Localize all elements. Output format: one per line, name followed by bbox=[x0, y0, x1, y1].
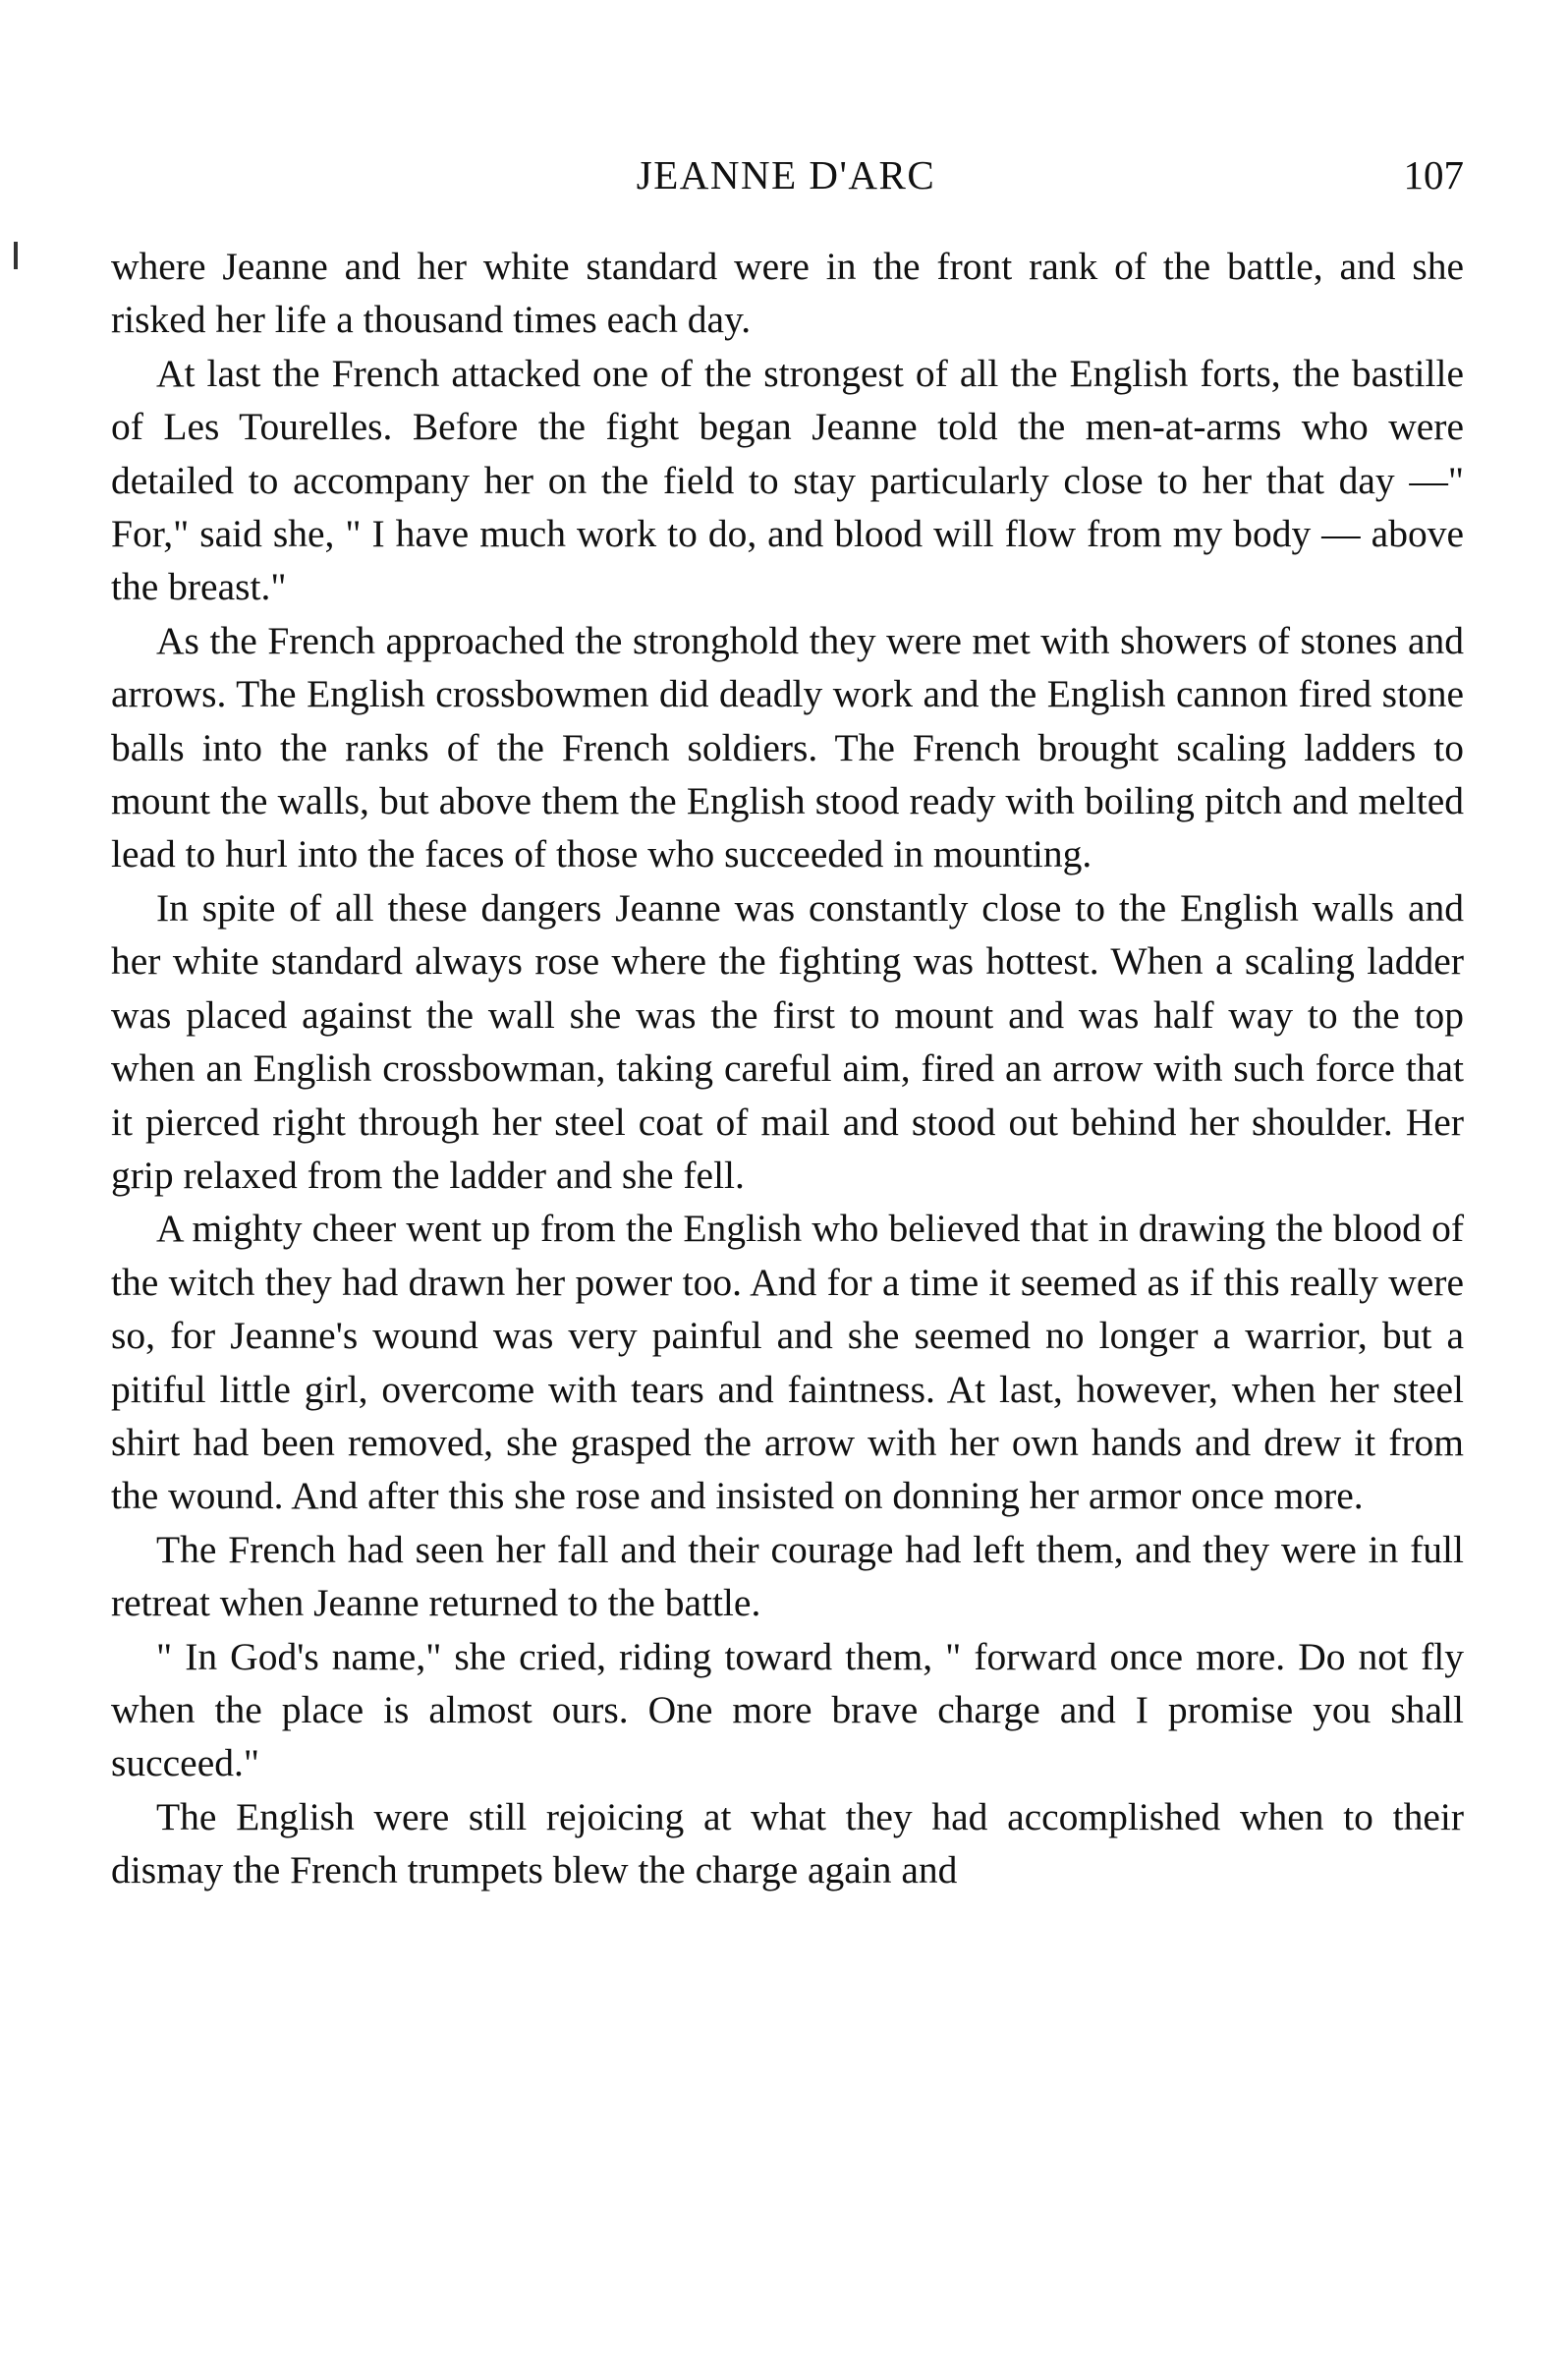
paragraph: As the French approached the stronghold they were met with showers of stones and arrows. The English crossbowmen did deadly work and the English cannon fired stone balls into the ranks of the French soldiers. The French brought scaling ladders to mount the walls, but above them the English stood ready with boiling pitch and melted lead to hurl into the faces of those who succeeded in mounting. bbox=[111, 618, 1464, 876]
body-text bbox=[111, 240, 1464, 1897]
page-number: 107 bbox=[1403, 152, 1464, 198]
paragraph: The French had seen her fall and their courage had left them, and they were in full retreat when Jeanne returned to the battle. bbox=[111, 1527, 1464, 1625]
margin-mark bbox=[14, 242, 18, 269]
paragraph: In spite of all these dangers Jeanne was constantly close to the English walls and her white standard always rose where the fighting was hottest. When a scaling ladder was placed against the wall she was the first to mount and was half way to the top when an English crossbowman, taking careful aim, fired an arrow with such force that it pierced right through her steel coat of mail and stood out behind her shoulder. Her grip relaxed from the ladder and she fell. bbox=[111, 885, 1464, 1197]
paragraph-continuation: where Jeanne and her white standard were in the front rank of the battle, and she risked her life a thousand times each day. bbox=[111, 245, 1464, 342]
paragraph: " In God's name," she cried, riding toward them, " forward once more. Do not fly when the place is almost ours. One more brave charge and I promise you shall succeed." bbox=[111, 1634, 1464, 1785]
paragraph: At last the French attacked one of the strongest of all the English forts, the bastille of Les Tourelles. Before the fight began Jeanne told the men-at-arms who were detailed to accompany her on the field to stay particularly close to her that day —" For," said she, " I have much work to do, and blood will flow from my body — above the breast." bbox=[111, 351, 1464, 609]
page-header bbox=[108, 145, 1464, 204]
paragraph: The English were still rejoicing at what they had accomplished when to their dismay the French trumpets blew the charge again and bbox=[111, 1794, 1464, 1892]
running-head: JEANNE D'ARC bbox=[636, 152, 936, 198]
paragraph: A mighty cheer went up from the English who believed that in drawing the blood of the witch they had drawn her power too. And for a time it seemed as if this really were so, for Jeanne's wound was very painful and she seemed no longer a warrior, but a pitiful little girl, overcome with tears and faintness. At last, however, when her steel shirt had been removed, she grasped the arrow with her own hands and drew it from the wound. And after this she rose and insisted on donning her armor once more. bbox=[111, 1207, 1464, 1518]
